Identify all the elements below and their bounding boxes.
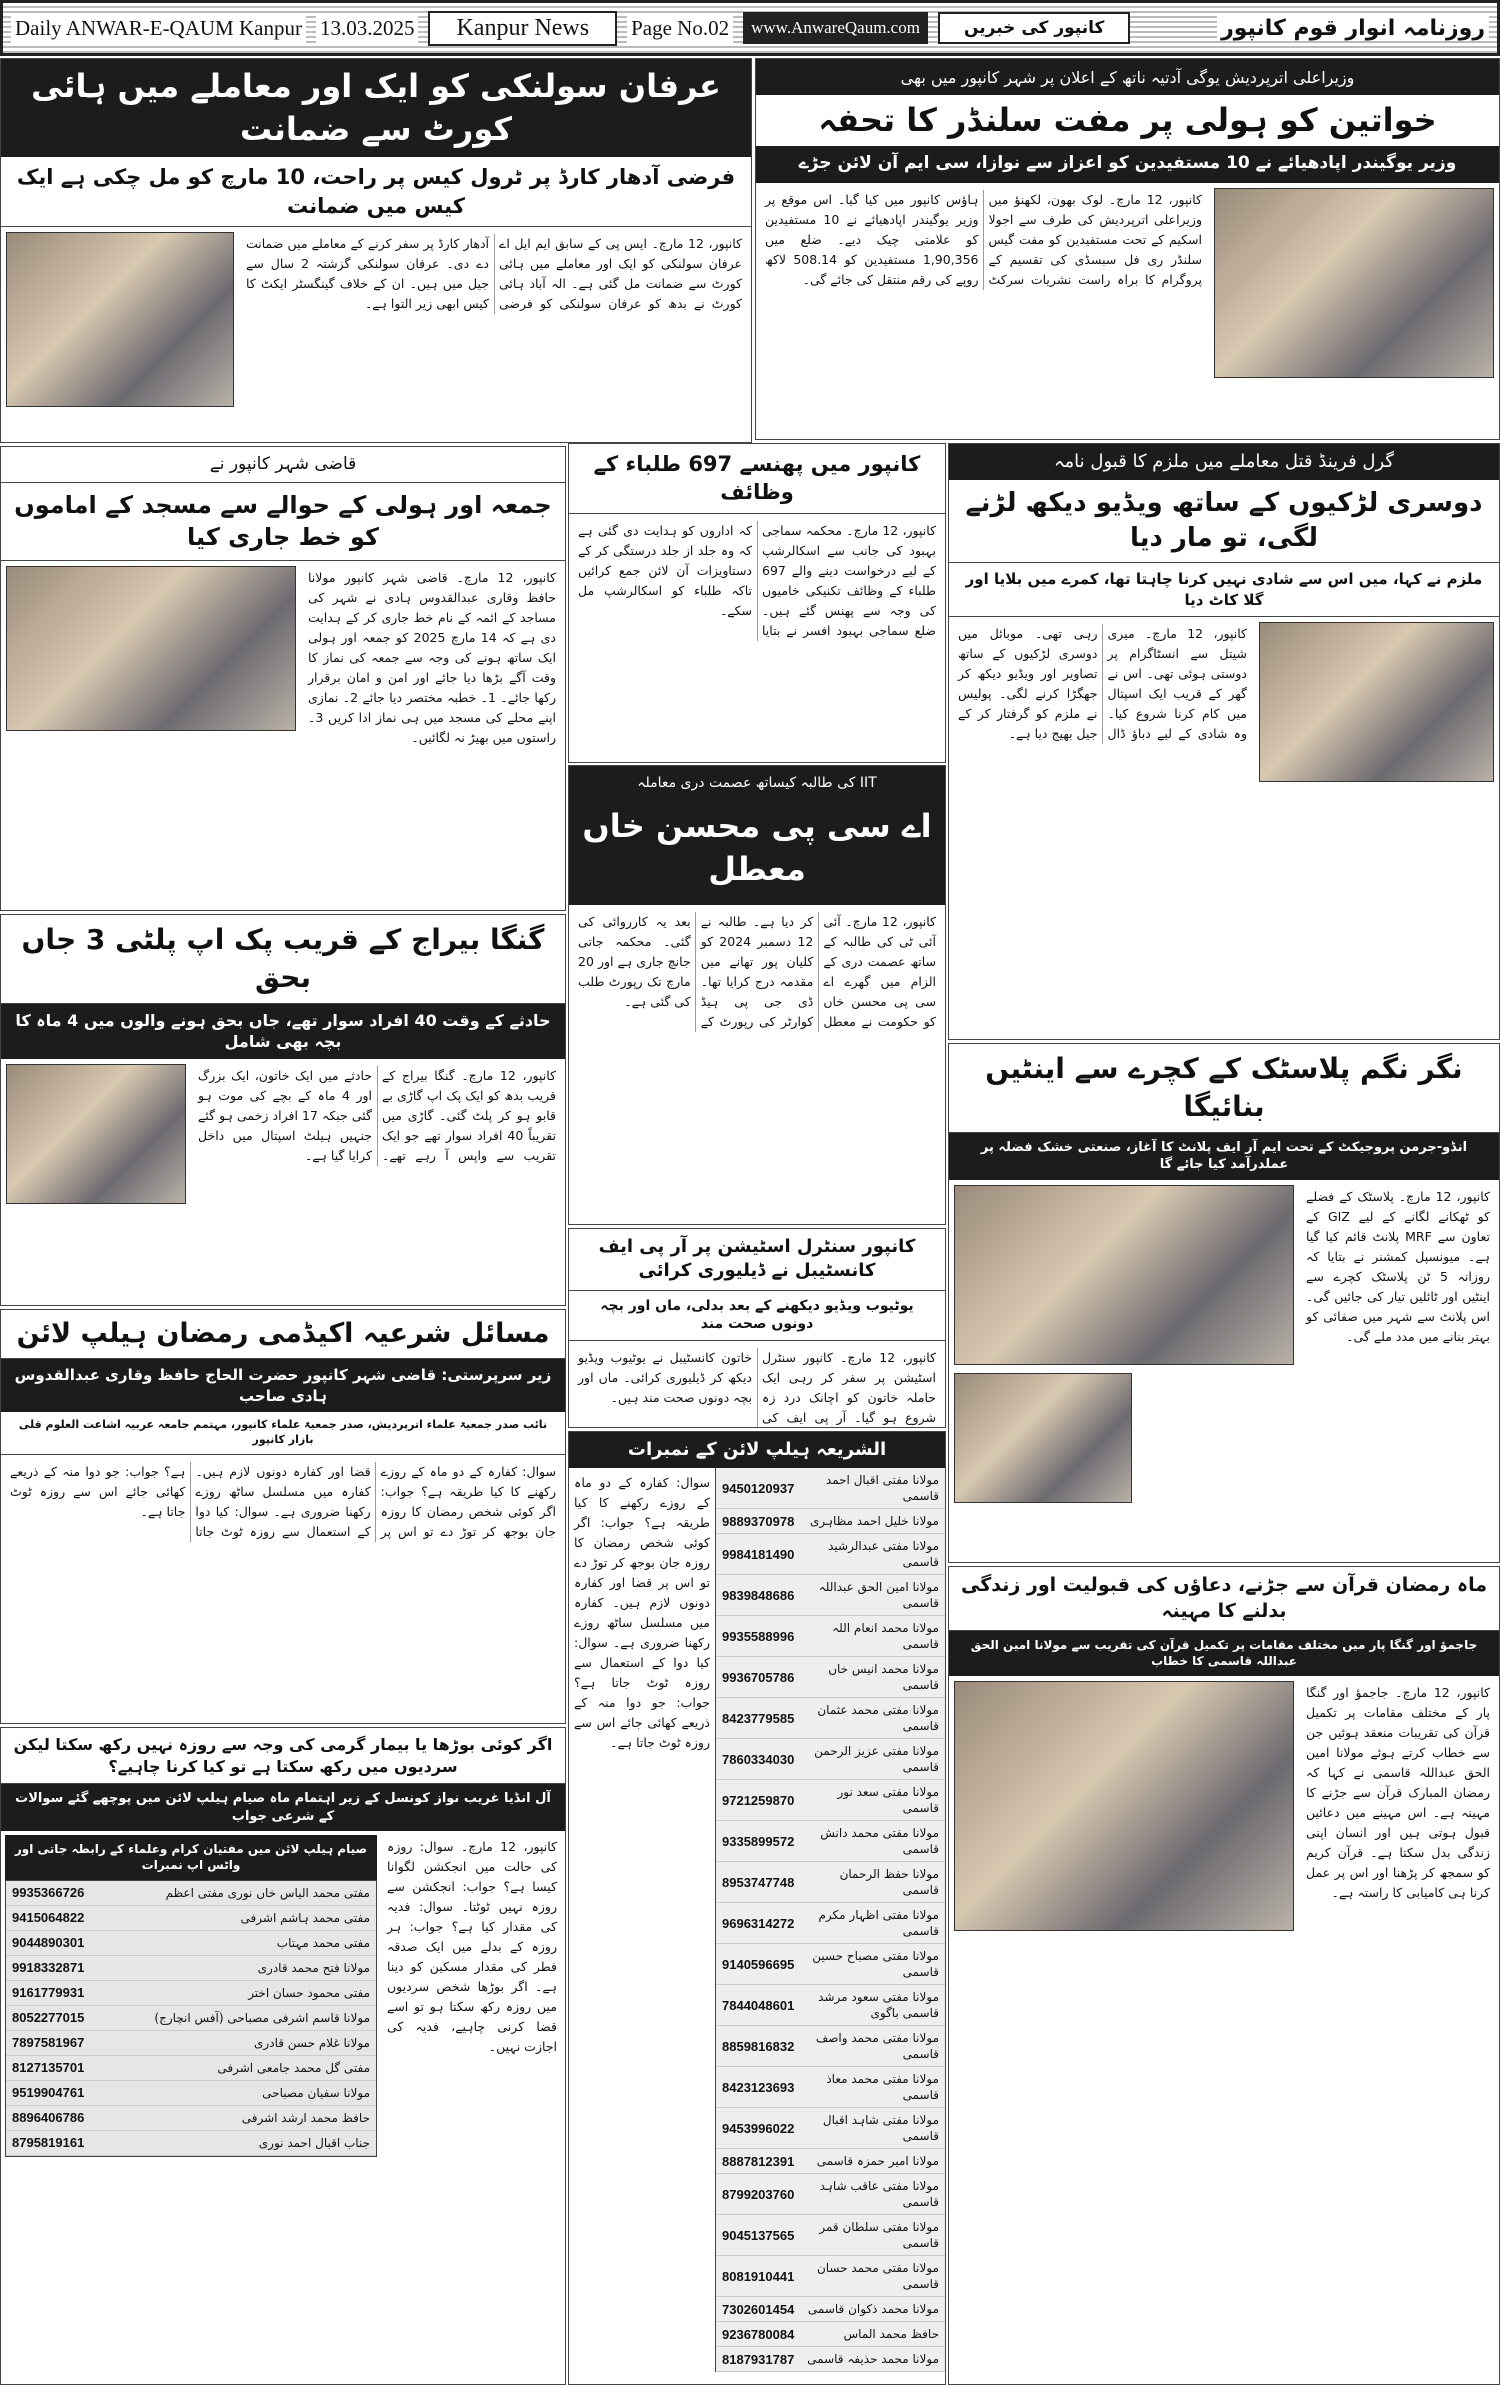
helpline-row — [716, 1698, 945, 1739]
helpline-row — [716, 1862, 945, 1903]
story-body: کانپور، 12 مارچ۔ آئی آئی ٹی کی طالبہ کے ساتھ عصمت دری کے الزام میں گھرے اے سی پی محسن خاں کو حکومت نے معطل کر دیا ہے۔ طالبہ نے 12 دسمبر 2024 کو کلیان پور تھانے میں مقدمہ درج کرایا تھا۔ ڈی جی پی ہیڈ کوارٹر کی رپورٹ کے بعد یہ کارروائی کی گئی۔ محکمہ جاتی جانچ جاری ہے اور 20 مارچ تک رپورٹ طلب کی گئی ہے۔ — [578, 914, 936, 1030]
phone-number[interactable]: 8081910441 — [716, 2256, 800, 2297]
patron-titles: نائب صدر جمعیۃ علماء اترپردیش، صدر جمعیۃ علماء کانپور، مہتمم جامعہ عربیہ اشاعت العلوم قلی بازار کانپور — [1, 1412, 565, 1455]
story-body: کانپور، 12 مارچ۔ محکمہ سماجی بہبود کی جانب سے اسکالرشپ کے لیے درخواست دینے والے 697 طلباء کے وظائف تکنیکی خامیوں کی وجہ سے پھنس گئے ہیں۔ ضلع سماجی بہبود افسر نے بتایا کہ اداروں کو ہدایت دی گئی ہے کہ وہ جلد از جلد درستگی کر کے دستاویزات آن لائن جمع کرائیں تاکہ طلباء کو اسکالرشپ مل سکے۔ — [578, 522, 936, 638]
headline: خواتین کو ہولی پر مفت سلنڈر کا تحفہ — [756, 95, 1499, 146]
scholar-name: حافظ محمد الماس — [800, 2322, 945, 2347]
story-body: کانپور، 12 مارچ۔ لوک بھون، لکھنؤ میں وزیراعلی اترپردیش کی طرف سے اجولا اسکیم کے تحت مستفیدین کو مفت گیس سلنڈر ری فل سبسڈی کی تقسیم کے پروگرام کا براہ راست نشریات سرکٹ ہاؤس کانپور میں کیا گیا۔ اس موقع پر وزیر یوگیندر اپادھیائے نے 10 مستفیدین کو علامتی چیک دیے۔ ضلع میں 1,90,356 مستفیدین کو 508.14 لاکھ روپے کی رقم منتقل کی جائے گی۔ — [765, 191, 1202, 287]
siyam-title: صیام ہیلپ لائن میں مفتیان کرام وعلماء کے رابطہ جاتی اور واٹس اپ نمبرات — [5, 1835, 377, 1879]
phone-number[interactable]: 9918332871 — [6, 1955, 106, 1980]
phone-number[interactable]: 7844048601 — [716, 1985, 800, 2026]
kicker: قاضی شہر کانپور نے — [1, 447, 565, 483]
website-link[interactable]: www.AnwareQaum.com — [743, 12, 928, 44]
helpline-row — [6, 2005, 376, 2030]
paper-name-english: Daily ANWAR-E-QAUM Kanpur — [11, 14, 306, 43]
phone-number[interactable]: 9161779931 — [6, 1980, 106, 2005]
story-content — [1, 1455, 565, 1723]
helpline-row — [716, 2026, 945, 2067]
phone-number[interactable]: 7897581967 — [6, 2030, 106, 2055]
scholar-name: مولانا مفتی شاہد اقبال قاسمی — [800, 2108, 945, 2149]
subheadline: انڈو-جرمن پروجیکٹ کے تحت ایم آر ایف پلانٹ کا آغاز، صنعتی خشک فضلہ پر عملدرآمد کیا جائے گا — [949, 1133, 1499, 1180]
helpline-row — [716, 1616, 945, 1657]
story-rpf-delivery — [568, 1228, 946, 1428]
scholar-name: مولانا خلیل احمد مظاہری — [800, 1509, 945, 1534]
story-scholarships — [568, 443, 946, 763]
phone-number[interactable]: 9453996022 — [716, 2108, 800, 2149]
phone-number[interactable]: 9889370978 — [716, 1509, 800, 1534]
photo-stack — [954, 1185, 1294, 1503]
helpline-row — [716, 1985, 945, 2026]
scholar-name: مولانا امیر حمزہ قاسمی — [800, 2149, 945, 2174]
kicker: وزیراعلی اترپردیش یوگی آدتیہ ناتھ کے اعلان پر شہر کانپور میں بھی — [900, 68, 1355, 87]
helpline-table — [716, 1468, 945, 2372]
kicker: IIT کی طالبہ کیساتھ عصمت دری معاملہ — [637, 775, 877, 791]
story-plastic-bricks — [948, 1043, 1500, 1563]
headline: جمعہ اور ہولی کے حوالے سے مسجد کے اماموں کو خط جاری کیا — [1, 483, 565, 561]
headline: دوسری لڑکیوں کے ساتھ ویڈیو دیکھ لڑنے لگی، تو مار دیا — [949, 480, 1499, 563]
phone-number[interactable]: 9335899572 — [716, 1821, 800, 1862]
story-acp-suspended — [568, 765, 946, 1225]
helpline-row — [716, 1575, 945, 1616]
headline: عرفان سولنکی کو ایک اور معاملے میں ہائی کورٹ سے ضمانت — [1, 59, 751, 157]
helpline-row — [716, 1468, 945, 1509]
story-body: کانپور، 12 مارچ۔ ایس پی کے سابق ایم ایل اے عرفان سولنکی کو ایک اور معاملے میں ہائی کورٹ سے ضمانت مل گئی ہے۔ الہ آباد ہائی کورٹ نے بدھ کو عرفان سولنکی کو فرضی آدھار کارڈ پر سفر کرنے کے معاملے میں ضمانت دے دی۔ عرفان سولنکی گزشتہ 2 سال سے جیل میں ہیں۔ ان کے خلاف گینگسٹر ایکٹ کا کیس ابھی زیر التوا ہے۔ — [246, 236, 742, 312]
phone-number[interactable]: 9140596695 — [716, 1944, 800, 1985]
phone-number[interactable]: 9696314272 — [716, 1903, 800, 1944]
helpline-row — [716, 2322, 945, 2347]
phone-number[interactable]: 9450120937 — [716, 1468, 800, 1509]
story-content — [569, 514, 945, 762]
phone-number[interactable]: 8795819161 — [6, 2130, 106, 2155]
phone-number[interactable]: 8423123693 — [716, 2067, 800, 2108]
helpline-row — [716, 1739, 945, 1780]
scholar-name: مولانا مفتی سعود مرشد قاسمی باگوی — [800, 1985, 945, 2026]
issue-date: 13.03.2025 — [316, 14, 419, 43]
scholar-name: مولانا مفتی عاقب شاہد قاسمی — [800, 2174, 945, 2215]
phone-number[interactable]: 7860334030 — [716, 1739, 800, 1780]
helpline-row — [6, 2130, 376, 2155]
headline-block — [569, 766, 945, 905]
helpline-numbers-box — [568, 1431, 946, 2385]
story-content — [756, 183, 1499, 439]
helpline-row — [716, 2256, 945, 2297]
phone-number[interactable]: 7302601454 — [716, 2297, 800, 2322]
phone-number[interactable]: 9044890301 — [6, 1930, 106, 1955]
scholar-name: مولانا مفتی محمد عثمان قاسمی — [800, 1698, 945, 1739]
helpline-row — [716, 1780, 945, 1821]
helpline-row — [6, 1905, 376, 1930]
scholar-name: مولانا مفتی سعد نور قاسمی — [800, 1780, 945, 1821]
helpline-row — [6, 1930, 376, 1955]
helpline-row — [716, 2215, 945, 2256]
photo-pickup-vehicle — [6, 1064, 186, 1204]
story-body: کانپور، 12 مارچ۔ سوال: روزہ کی حالت میں انجکشن لگوانا کیسا ہے؟ جواب: انجکشن سے روزہ نہیں ٹوٹتا۔ سوال: فدیہ کی مقدار کیا ہے؟ جواب: ہر روزہ کے بدلے میں ایک صدقہ فطر کی مقدار مسکین کو دینا ہے۔ اگر بوڑھا شخص سردیوں میں روزہ رکھ سکتا ہو تو اسے قضا کرنی چاہیے، فدیہ کی اجازت نہیں۔ — [387, 1839, 557, 2055]
helpline-row — [716, 1903, 945, 1944]
story-content — [1, 561, 565, 910]
phone-number[interactable]: 9721259870 — [716, 1780, 800, 1821]
helpline-row — [716, 1657, 945, 1698]
helpline-row — [716, 2149, 945, 2174]
helpline-row — [6, 2105, 376, 2130]
scholar-name: مولانا محمد انعام اللہ قاسمی — [800, 1616, 945, 1657]
helpline-row — [6, 1980, 376, 2005]
phone-number[interactable]: 9236780084 — [716, 2322, 800, 2347]
scholar-name: مفتی گل محمد جامعی اشرفی — [106, 2055, 376, 2080]
kicker: گرل فرینڈ قتل معاملے میں ملزم کا قبول نامہ — [949, 444, 1499, 480]
subheadline: ملزم نے کہا، میں اس سے شادی نہیں کرنا چاہتا تھا، کمرے میں بلایا اور گلا کاٹ دیا — [949, 563, 1499, 617]
story-holi-cylinder — [755, 58, 1500, 440]
scholar-name: جناب اقبال احمد نوری — [106, 2130, 376, 2155]
scholar-name: مولانا امین الحق عبداللہ قاسمی — [800, 1575, 945, 1616]
story-qazi-letter — [0, 446, 566, 911]
helpline-row — [6, 1955, 376, 1980]
subheadline: وزیر یوگیندر اپادھیائے نے 10 مستفیدین کو اعزاز سے نوازا، سی ایم آن لائن جڑے — [798, 152, 1457, 173]
helpline-row — [716, 2174, 945, 2215]
phone-number[interactable]: 9415064822 — [6, 1905, 106, 1930]
headline: کانپور سنٹرل اسٹیشن پر آر پی ایف کانسٹیبل نے ڈیلیوری کرائی — [569, 1229, 945, 1291]
headline: کانپور میں پھنسے 697 طلباء کے وظائف — [569, 444, 945, 514]
story-content — [569, 1341, 945, 1427]
scholar-name: مولانا مفتی مصباح حسین قاسمی — [800, 1944, 945, 1985]
subheadline: فرضی آدھار کارڈ پر ٹرول کیس پر راحت، 10 مارچ کو مل چکی ہے ایک کیس میں ضمانت — [1, 157, 751, 227]
scholar-name: مولانا مفتی اقبال احمد قاسمی — [800, 1468, 945, 1509]
scholar-name: مولانا مفتی عزیز الرحمن قاسمی — [800, 1739, 945, 1780]
phone-number[interactable]: 9935588996 — [716, 1616, 800, 1657]
helpline-row — [716, 1509, 945, 1534]
photo-ulema-meeting — [6, 566, 296, 731]
helpline-row — [6, 2055, 376, 2080]
phone-number[interactable]: 9936705786 — [716, 1657, 800, 1698]
scholar-name: مولانا حفظ الرحمان قاسمی — [800, 1862, 945, 1903]
scholar-name: مولانا مفتی سلطان قمر قاسمی — [800, 2215, 945, 2256]
phone-number[interactable]: 8859816832 — [716, 2026, 800, 2067]
phone-number[interactable]: 8896406786 — [6, 2105, 106, 2130]
subheadline: آل انڈیا غریب نواز کونسل کے زیر اہتمام ماہ صیام ہیلپ لائن میں پوچھے گئے سوالات کے شرعی جواب — [1, 1784, 565, 1831]
helpline-row — [716, 1821, 945, 1862]
story-content — [949, 1180, 1499, 1562]
patron-line: زیر سرپرستی: قاضی شہر کانپور حضرت الحاج حافظ وقاری عبدالقدوس ہادی صاحب — [1, 1359, 565, 1412]
story-body: کانپور، 12 مارچ۔ جاجمؤ اور گنگا پار کے مختلف مقامات پر تکمیل قرآن کی تقریبات منعقد ہوئیں جن سے خطاب کرتے ہوئے مولانا امین الحق عبداللہ قاسمی نے کہا کہ رمضان المبارک قرآن سے جڑنے کا مہینہ ہے۔ اس مہینے میں دعائیں قبول ہوتی ہیں اور انسان اپنی زندگی بدل سکتا ہے۔ قرآن کریم کو سمجھ کر پڑھنا اور اس پر عمل کرنا ہی کامیابی کا راستہ ہے۔ — [1306, 1684, 1490, 1900]
photo-rpf-constable — [954, 1373, 1132, 1503]
helpline-row — [6, 2080, 376, 2105]
scholar-name: مولانا فتح محمد قادری — [106, 1955, 376, 1980]
phone-number[interactable]: 9045137565 — [716, 2215, 800, 2256]
scholar-name: مولانا مفتی محمد معاذ قاسمی — [800, 2067, 945, 2108]
masthead — [0, 0, 1500, 56]
scholar-name: مولانا مفتی اظہار مکرم قاسمی — [800, 1903, 945, 1944]
scholar-name: مولانا غلام حسن قادری — [106, 2030, 376, 2055]
story-girlfriend-murder — [948, 443, 1500, 1040]
story-body: کانپور، 12 مارچ۔ کانپور سنٹرل اسٹیشن پر سفر کر رہی ایک حاملہ خاتون کو اچانک درد زہ شروع ہو گیا۔ آر پی ایف کی خاتون کانسٹیبل نے یوٹیوب ویڈیو دیکھ کر ڈیلیوری کرائی۔ ماں اور بچہ دونوں صحت مند ہیں۔ — [578, 1350, 937, 1426]
story-quran-month — [948, 1566, 1500, 2385]
helpline-row — [716, 2067, 945, 2108]
headline-block — [756, 59, 1499, 183]
scholar-name: حافظ محمد ارشد اشرفی — [106, 2105, 376, 2130]
phone-number[interactable]: 8953747748 — [716, 1862, 800, 1903]
scholar-name: مولانا محمد انیس خاں قاسمی — [800, 1657, 945, 1698]
helpline-row — [716, 1944, 945, 1985]
photo-irfan-solanki — [6, 232, 234, 407]
scholar-name: مفتی محمد الیاس خاں نوری مفتی اعظم — [106, 1881, 376, 1906]
story-content — [949, 1676, 1499, 2384]
helpline-row — [716, 1534, 945, 1575]
headline: نگر نگم پلاسٹک کے کچرے سے اینٹیں بنائیگا — [949, 1044, 1499, 1133]
scholar-name: مولانا مفتی عبدالرشید قاسمی — [800, 1534, 945, 1575]
phone-number[interactable]: 8052277015 — [6, 2005, 106, 2030]
story-body: سوال: کفارہ کے دو ماہ کے روزے رکھنے کا کیا طریقہ ہے؟ جواب: اگر کوئی شخص رمضان کا روزہ جان بوجھ کر توڑ دے تو اس پر قضا اور کفارہ دونوں لازم ہیں۔ کفارہ میں مسلسل ساٹھ روزے رکھنا ضروری ہے۔ سوال: کیا دوا کے استعمال سے روزہ ٹوٹ جاتا ہے؟ جواب: جو دوا منہ کے ذریعے کھائی جائے اس سے روزہ ٹوٹ جاتا ہے۔ — [574, 1475, 710, 1751]
phone-number[interactable]: 9935366726 — [6, 1881, 106, 1906]
photo-cylinder-event — [1214, 188, 1494, 378]
siyam-table — [6, 1881, 376, 2156]
story-content — [1, 1059, 565, 1305]
section-name: Kanpur News — [428, 11, 617, 46]
helpline-row — [716, 2108, 945, 2149]
helpline-row — [6, 1881, 376, 1906]
story-content — [1, 227, 751, 442]
phone-number[interactable]: 9839848686 — [716, 1575, 800, 1616]
headline: اے سی پی محسن خاں معطل — [582, 806, 932, 889]
helpline-row — [716, 2347, 945, 2372]
phone-number[interactable]: 8423779585 — [716, 1698, 800, 1739]
phone-number[interactable]: 8799203760 — [716, 2174, 800, 2215]
scholar-name: مولانا قاسم اشرفی مصباحی (آفس انچارج) — [106, 2005, 376, 2030]
story-elderly-fasting — [0, 1727, 566, 2385]
photo-accused-police — [1259, 622, 1494, 782]
page-number: Page No.02 — [627, 14, 733, 43]
helpline-title: الشریعہ ہیلپ لائن کے نمبرات — [569, 1432, 945, 1468]
phone-number[interactable]: 8187931787 — [716, 2347, 800, 2372]
scholar-name: مولانا محمد حذیفہ قاسمی — [800, 2347, 945, 2372]
headline: اگر کوئی بوڑھا یا بیمار گرمی کی وجہ سے روزہ نہیں رکھ سکتا لیکن سردیوں میں رکھ سکتا ہے تو کیا کرنا چاہیے؟ — [1, 1728, 565, 1784]
headline: ماہ رمضان قرآن سے جڑنے، دعاؤں کی قبولیت اور زندگی بدلنے کا مہینہ — [949, 1567, 1499, 1631]
scholar-name: مفتی محمد مہتاب — [106, 1930, 376, 1955]
phone-number[interactable]: 9984181490 — [716, 1534, 800, 1575]
scholar-name: مولانا مفتی محمد حسان قاسمی — [800, 2256, 945, 2297]
scholar-name: مولانا مفتی محمد دانش قاسمی — [800, 1821, 945, 1862]
scholar-name: مولانا سفیان مصباحی — [106, 2080, 376, 2105]
scholar-name: مولانا محمد ذکوان قاسمی — [800, 2297, 945, 2322]
story-ganga-accident — [0, 914, 566, 1306]
urdu-section-name: کانپور کی خبریں — [938, 12, 1130, 44]
phone-number[interactable]: 8127135701 — [6, 2055, 106, 2080]
helpline-row — [6, 2030, 376, 2055]
story-content — [569, 905, 945, 1224]
scholar-name: مولانا مفتی محمد واصف قاسمی — [800, 2026, 945, 2067]
scholar-name: مفتی محمود حسان اختر — [106, 1980, 376, 2005]
subheadline: یوٹیوب ویڈیو دیکھنے کے بعد بدلی، ماں اور بچہ دونوں صحت مند — [569, 1291, 945, 1342]
story-body: کانپور، 12 مارچ۔ میری شیتل سے انسٹاگرام پر دوستی ہوئی تھی۔ اس نے گھر کے قریب ایک اسپتال میں کام کرنا شروع کیا۔ وہ شادی کے لیے دباؤ ڈال رہی تھی۔ موبائل میں دوسری لڑکیوں کے ساتھ تصاویر اور ویڈیو دیکھ کر جھگڑا کرنے لگی۔ پولیس نے ملزم کو گرفتار کر کے جیل بھیج دیا ہے۔ — [958, 625, 1248, 741]
phone-number[interactable]: 9519904761 — [6, 2080, 106, 2105]
headline: گنگا بیراج کے قریب پک اپ پلٹی 3 جاں بحق — [1, 915, 565, 1004]
headline: مسائل شرعیہ اکیڈمی رمضان ہیلپ لائن — [1, 1310, 565, 1359]
story-body: کانپور، 12 مارچ۔ گنگا بیراج کے قریب بدھ کو ایک پک اپ گاڑی بے قابو ہو کر پلٹ گئی۔ گاڑی میں تقریباً 40 افراد سوار تھے جو ایک تقریب سے واپس آ رہے تھے۔ حادثے میں ایک خاتون، ایک بزرگ اور 4 ماہ کے بچے کی موت ہو گئی جبکہ 17 افراد زخمی ہو گئے جنہیں ہیلٹ اسپتال میں داخل کرایا گیا ہے۔ — [198, 1067, 556, 1163]
photo-quran-ceremony — [954, 1681, 1294, 1931]
story-content — [949, 617, 1499, 1039]
story-body: کانپور، 12 مارچ۔ پلاسٹک کے فضلے کو ٹھکانے لگانے کے لیے GIZ کے تعاون سے MRF پلانٹ قائم کیا گیا ہے۔ میونسپل کمشنر نے بتایا کہ روزانہ 5 ٹن پلاسٹک کچرے سے اینٹیں اور ٹائلیں تیار کی جائیں گی۔ اس پلانٹ سے شہر میں صفائی کو بہتر بنانے میں مدد ملے گی۔ — [1306, 1188, 1490, 1344]
helpline-row — [716, 2297, 945, 2322]
scholar-name: مفتی محمد ہاشم اشرفی — [106, 1905, 376, 1930]
photo-mrf-plant — [954, 1185, 1294, 1365]
paper-logo: روزنامہ انوار قوم کانپور — [1217, 16, 1489, 41]
subheadline: جاجمؤ اور گنگا پار میں مختلف مقامات پر تکمیل قرآن کی تقریب سے مولانا امین الحق عبداللہ قاسمی کا خطاب — [949, 1631, 1499, 1675]
story-body: سوال: کفارہ کے دو ماہ کے روزے رکھنے کا کیا طریقہ ہے؟ جواب: اگر کوئی شخص رمضان کا روزہ جان بوجھ کر توڑ دے تو اس پر قضا اور کفارہ دونوں لازم ہیں۔ کفارہ میں مسلسل ساٹھ روزے رکھنا ضروری ہے۔ سوال: کیا دوا کے استعمال سے روزہ ٹوٹ جاتا ہے؟ جواب: جو دوا منہ کے ذریعے کھائی جائے اس سے روزہ ٹوٹ جاتا ہے۔ — [10, 1463, 556, 1539]
subheadline: حادثے کے وقت 40 افراد سوار تھے، جاں بحق ہونے والوں میں 4 ماہ کا بچہ بھی شامل — [1, 1004, 565, 1059]
story-masail-helpline — [0, 1309, 566, 1724]
story-irfan-solanki — [0, 58, 752, 443]
story-body: کانپور، 12 مارچ۔ قاضی شہر کانپور مولانا حافظ وقاری عبدالقدوس ہادی نے شہر کی مساجد کے ائمہ کے نام خط جاری کر کے ہدایت دی ہے کہ 14 مارچ 2025 کو جمعہ اور ہولی ایک ساتھ ہونے کی وجہ سے جمعہ کی نماز کا وقت آگے بڑھا دیا جائے اور امن و امان برقرار رکھا جائے۔ 1۔ خطبہ مختصر دیا جائے 2۔ نمازی اپنے محلے کی مسجد میں ہی نماز ادا کریں 3۔ راستوں میں بھیڑ نہ لگائیں۔ — [308, 569, 556, 745]
phone-number[interactable]: 8887812391 — [716, 2149, 800, 2174]
